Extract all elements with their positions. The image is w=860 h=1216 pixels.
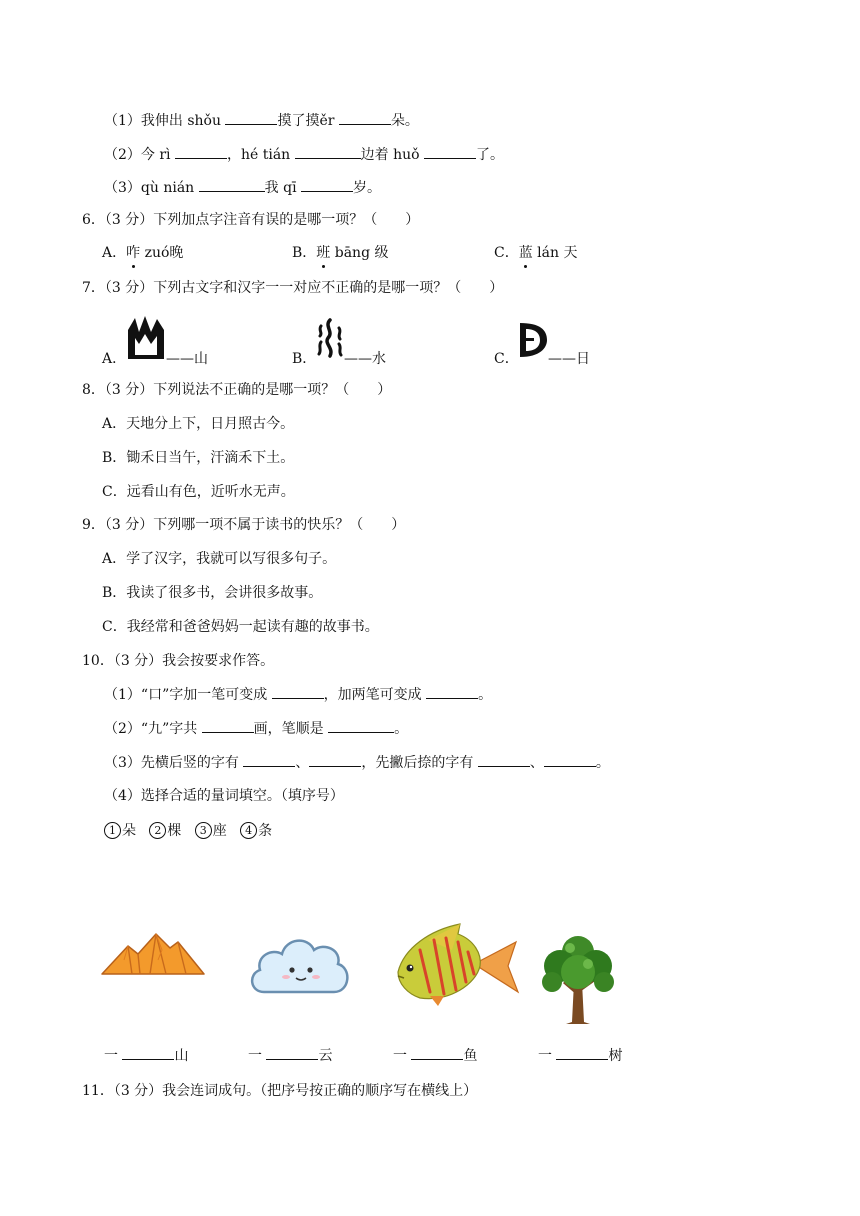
cloud-picture bbox=[246, 930, 354, 1000]
q7-option-c-label[interactable]: C． bbox=[494, 351, 519, 367]
q5-item-2: （2）今 rì ，hé tián 边着 huǒ 了。 bbox=[104, 144, 504, 165]
choice-number: 1 bbox=[104, 822, 121, 839]
q10-item-2: （2）“九”字共 画，笔顺是 。 bbox=[104, 718, 408, 739]
q6-option-b[interactable]: B．班 bāng 级 bbox=[292, 245, 389, 261]
q9-stem: 9．（3 分）下列哪一项不属于读书的快乐？（ ） bbox=[82, 517, 406, 533]
answer-blank[interactable] bbox=[478, 752, 530, 767]
ancient-sun-glyph bbox=[516, 320, 550, 360]
q9-option-c[interactable]: C．我经常和爸爸妈妈一起读有趣的故事书。 bbox=[102, 619, 379, 635]
choice-number: 2 bbox=[149, 822, 166, 839]
q8-option-b[interactable]: B．锄禾日当午，汗滴禾下土。 bbox=[102, 450, 295, 466]
fill-cloud: 一 云 bbox=[248, 1045, 332, 1066]
choice-number: 4 bbox=[240, 822, 257, 839]
q7-option-a-label[interactable]: A． bbox=[102, 351, 127, 367]
choice-number: 3 bbox=[195, 822, 212, 839]
answer-blank[interactable] bbox=[199, 177, 265, 192]
fill-tree: 一 树 bbox=[538, 1045, 622, 1066]
q6-option-c[interactable]: C．蓝 lán 天 bbox=[494, 245, 578, 261]
q5-item-1: （1）我伸出 shǒu 摸了摸ěr 朵。 bbox=[104, 110, 419, 131]
answer-blank[interactable] bbox=[339, 110, 391, 125]
fill-fish: 一 鱼 bbox=[393, 1045, 477, 1066]
answer-blank[interactable] bbox=[556, 1045, 608, 1060]
answer-blank[interactable] bbox=[309, 752, 361, 767]
answer-blank[interactable] bbox=[202, 718, 254, 733]
answer-blank[interactable] bbox=[122, 1045, 174, 1060]
answer-blank[interactable] bbox=[225, 110, 277, 125]
q11-stem: 11．（3 分）我会连词成句。（把序号按正确的顺序写在横线上） bbox=[82, 1083, 478, 1099]
answer-blank[interactable] bbox=[272, 684, 324, 699]
q7-option-b-label[interactable]: B． bbox=[292, 351, 317, 367]
q6-option-a[interactable]: A．咋 zuó晚 bbox=[102, 245, 184, 261]
answer-blank[interactable] bbox=[424, 144, 476, 159]
q8-option-a[interactable]: A．天地分上下，日月照古今。 bbox=[102, 416, 295, 432]
q8-option-c[interactable]: C．远看山有色，近听水无声。 bbox=[102, 484, 295, 500]
answer-blank[interactable] bbox=[301, 177, 353, 192]
ancient-water-glyph bbox=[316, 318, 344, 360]
tree-picture bbox=[538, 930, 620, 1026]
fill-mountain: 一 山 bbox=[104, 1045, 188, 1066]
answer-blank[interactable] bbox=[243, 752, 295, 767]
ancient-mountain-glyph bbox=[126, 314, 166, 360]
q7-option-c-text: ——日 bbox=[548, 351, 590, 367]
answer-blank[interactable] bbox=[328, 718, 394, 733]
answer-blank[interactable] bbox=[295, 144, 361, 159]
q7-option-a-text: ——山 bbox=[166, 351, 208, 367]
q10-stem: 10．（3 分）我会按要求作答。 bbox=[82, 653, 275, 669]
mountain-picture bbox=[100, 930, 206, 976]
answer-blank[interactable] bbox=[544, 752, 596, 767]
q5-item-3: （3）qù nián 我 qī 岁。 bbox=[104, 177, 381, 198]
fish-picture bbox=[390, 920, 522, 1008]
q6-stem: 6．（3 分）下列加点字注音有误的是哪一项？（ ） bbox=[82, 212, 420, 228]
q7-option-b-text: ——水 bbox=[344, 351, 386, 367]
q7-stem: 7．（3 分）下列古文字和汉字一一对应不正确的是哪一项？（ ） bbox=[82, 280, 504, 296]
answer-blank[interactable] bbox=[175, 144, 227, 159]
q8-stem: 8．（3 分）下列说法不正确的是哪一项？（ ） bbox=[82, 382, 392, 398]
q10-item-4: （4）选择合适的量词填空。（填序号） bbox=[104, 788, 344, 804]
q9-option-a[interactable]: A．学了汉字，我就可以写很多句子。 bbox=[102, 551, 337, 567]
q10-item-3: （3）先横后竖的字有 、 ，先撇后捺的字有 、 。 bbox=[104, 752, 610, 773]
q9-option-b[interactable]: B．我读了很多书，会讲很多故事。 bbox=[102, 585, 323, 601]
measure-word-choices: 1 朵 2 棵 3 座 4 条 bbox=[104, 821, 272, 841]
answer-blank[interactable] bbox=[411, 1045, 463, 1060]
q10-item-1: （1）“口”字加一笔可变成 ，加两笔可变成 。 bbox=[104, 684, 492, 705]
answer-blank[interactable] bbox=[426, 684, 478, 699]
answer-blank[interactable] bbox=[266, 1045, 318, 1060]
